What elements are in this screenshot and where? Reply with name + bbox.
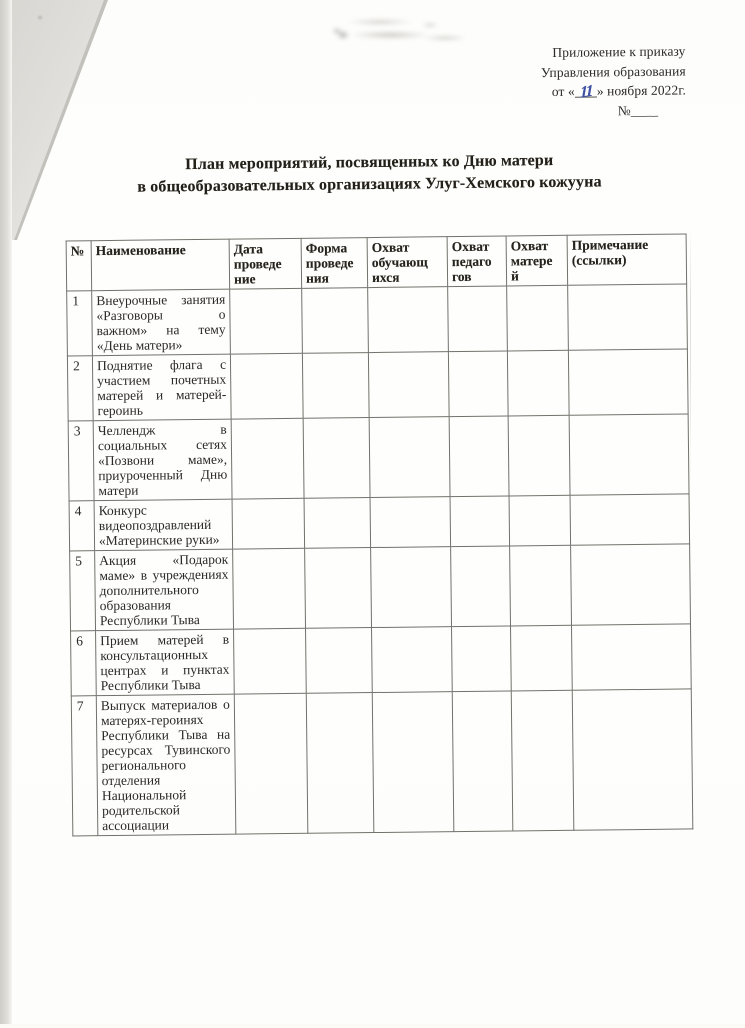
form-cell <box>306 693 374 834</box>
form-cell <box>302 288 369 354</box>
order-reference-block <box>541 41 687 121</box>
event-name-cell: Внеурочные занятия «Разговоры о важном» на тему «День матери» <box>92 289 231 356</box>
events-plan-table <box>66 233 694 836</box>
row-number-cell: 3 <box>68 421 94 501</box>
col-header-num: № <box>66 241 92 291</box>
mothers-coverage-cell <box>508 415 570 496</box>
col-header-note: Примечание (ссылки) <box>567 234 687 285</box>
students-coverage-cell <box>369 417 450 498</box>
teachers-coverage-cell <box>451 546 511 627</box>
date-cell <box>230 353 303 419</box>
form-cell <box>306 628 373 694</box>
note-cell <box>572 689 693 830</box>
note-cell <box>568 349 688 415</box>
note-cell <box>572 624 692 690</box>
mothers-coverage-cell <box>509 495 571 546</box>
note-cell <box>568 284 688 350</box>
col-header-form: Форма проведе ния <box>301 238 368 289</box>
students-coverage-cell <box>370 497 451 548</box>
row-number-cell: 7 <box>71 696 98 836</box>
event-name-cell: Челлендж в социальных сетях «Позвони маме», приуроченный Дню матери <box>93 419 232 501</box>
row-number-cell: 6 <box>71 631 97 696</box>
event-name-cell: Поднятие флага с участием почетных матерей и матерей-героинь <box>92 354 231 421</box>
row-number-cell: 2 <box>67 356 93 421</box>
corner-note-line2: Управления образования <box>540 62 686 80</box>
form-cell <box>304 498 371 549</box>
date-suffix: » ноября 2022г. <box>596 82 687 99</box>
date-cell <box>234 693 308 834</box>
col-header-mothers: Охват матере й <box>506 235 568 286</box>
date-prefix: от « <box>551 83 575 99</box>
date-cell <box>230 288 303 354</box>
table-header-row <box>66 234 687 291</box>
document-title <box>27 148 712 199</box>
corner-note-date-line <box>541 80 686 101</box>
event-name-cell: Конкурс видеопоздравлений «Материнские руки» <box>94 499 233 551</box>
row-number-cell: 5 <box>70 551 96 631</box>
table-row <box>67 349 688 421</box>
col-header-teachers: Охват педаго гов <box>447 236 507 287</box>
table-row <box>70 544 691 631</box>
date-blank <box>575 82 597 102</box>
table-row <box>71 689 693 836</box>
teachers-coverage-cell <box>452 626 512 692</box>
col-header-students: Охват обучающ ихся <box>367 237 448 288</box>
col-header-name: Наименование <box>91 239 230 291</box>
title-line1: План мероприятий, посвященных ко Дню матери <box>185 151 554 174</box>
order-number-line: №____ <box>617 102 659 118</box>
students-coverage-cell <box>371 547 452 628</box>
mothers-coverage-cell <box>511 690 574 831</box>
row-number-cell: 4 <box>69 501 95 551</box>
students-coverage-cell <box>372 692 454 833</box>
teachers-coverage-cell <box>452 691 513 832</box>
col-header-date: Дата проведе ние <box>229 238 302 289</box>
event-name-cell: Акция «Подарок маме» в учреждениях дополнительного образования Республики Тыва <box>95 549 234 631</box>
mothers-coverage-cell <box>507 285 569 351</box>
event-name-cell: Выпуск материалов о матерях-героинях Республики Тыва на ресурсах Тувинского регионального отделения Национальной родительской ассоциации <box>96 694 236 836</box>
event-name-cell: Прием матерей в консультационных центрах и пунктах Республики Тыва <box>96 629 235 696</box>
mothers-coverage-cell <box>510 545 572 626</box>
mothers-coverage-cell <box>511 625 573 691</box>
students-coverage-cell <box>372 627 453 693</box>
note-cell <box>571 544 691 625</box>
students-coverage-cell <box>368 287 449 353</box>
form-cell <box>303 418 370 499</box>
note-cell <box>570 494 690 545</box>
form-cell <box>302 353 369 419</box>
teachers-coverage-cell <box>449 416 509 497</box>
table-row <box>69 494 690 551</box>
date-cell <box>233 548 306 629</box>
handwritten-day: 11 <box>579 82 592 102</box>
date-cell <box>231 418 304 499</box>
table-row <box>71 624 692 696</box>
date-cell <box>234 628 307 694</box>
title-line2: в общеобразовательных организациях Улуг-Хемского кожууна <box>137 172 602 196</box>
students-coverage-cell <box>368 352 449 418</box>
table-row <box>68 414 689 501</box>
row-number-cell: 1 <box>67 291 93 356</box>
teachers-coverage-cell <box>448 351 508 417</box>
teachers-coverage-cell <box>448 286 508 352</box>
table-row <box>67 284 688 356</box>
mothers-coverage-cell <box>507 350 569 416</box>
corner-note-line1: Приложение к приказу <box>552 43 686 60</box>
note-cell <box>569 414 689 495</box>
date-cell <box>232 498 305 549</box>
teachers-coverage-cell <box>450 496 510 547</box>
form-cell <box>305 548 372 629</box>
